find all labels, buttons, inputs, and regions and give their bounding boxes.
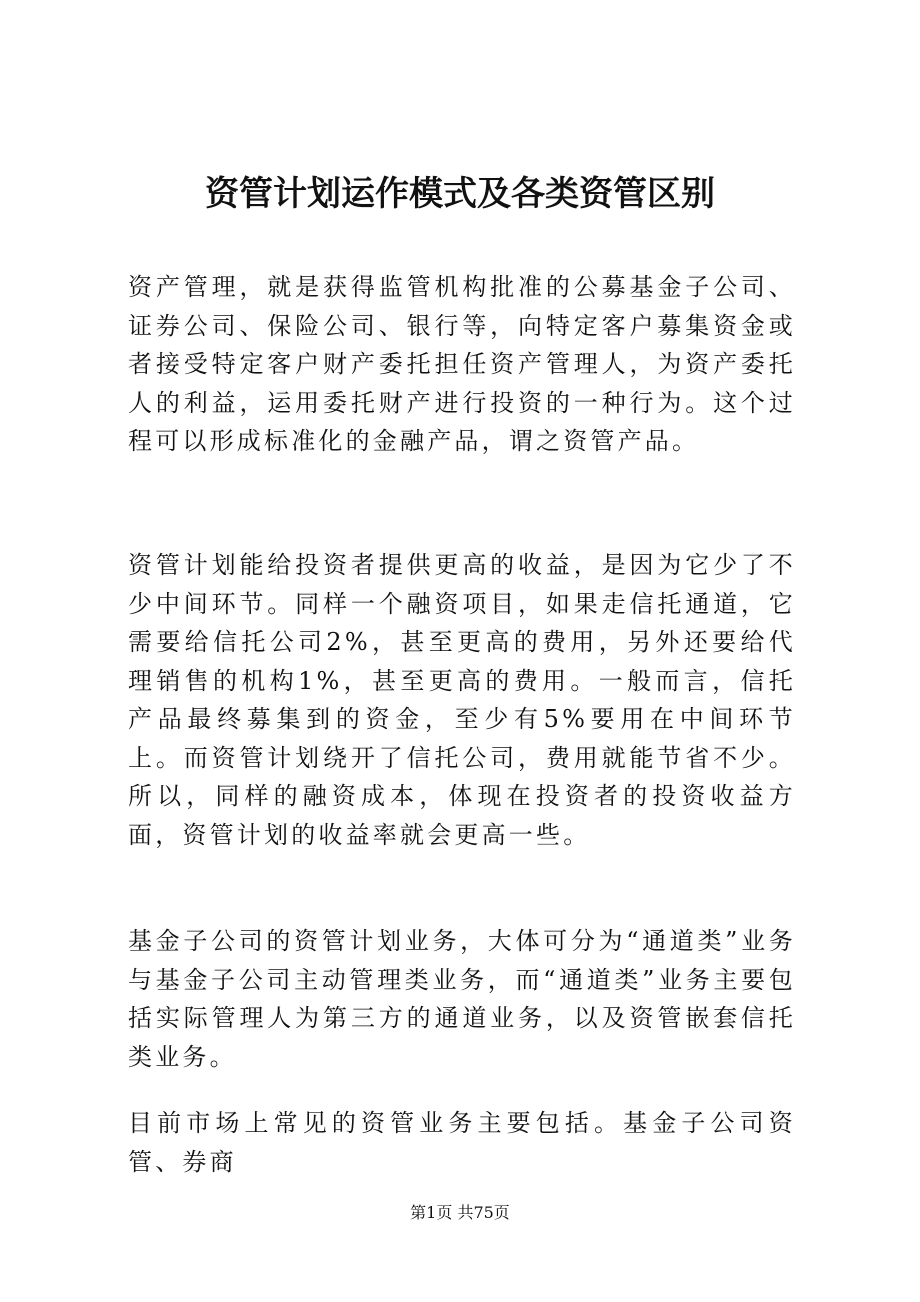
paragraph-3: 基金子公司的资管计划业务，大体可分为“通道类”业务与基金子公司主动管理类业务，而“通道类”业务主要包括实际管理人为第三方的通道业务，以及资管嵌套信托类业务。 [128, 927, 796, 1071]
page-footer: 第1页 共75页 [410, 1203, 510, 1222]
paragraph-4: 目前市场上常见的资管业务主要包括。基金子公司资管、券商 [128, 1109, 796, 1176]
document-title: 资管计划运作模式及各类资管区别 [205, 174, 715, 214]
paragraph-1: 资产管理，就是获得监管机构批准的公募基金子公司、证券公司、保险公司、银行等，向特定客户募集资金或者接受特定客户财产委托担任资产管理人，为资产委托人的利益，运用委托财产进行投资的一种行为。这个过程可以形成标准化的金融产品，谓之资管产品。 [128, 273, 796, 455]
paragraph-2: 资管计划能给投资者提供更高的收益，是因为它少了不少中间环节。同样一个融资项目，如果走信托通道，它需要给信托公司2%，甚至更高的费用，另外还要给代理销售的机构1%，甚至更高的费用。一般而言，信托产品最终募集到的资金，至少有5%要用在中间环节上。而资管计划绕开了信托公司，费用就能节省不少。所以，同样的融资成本，体现在投资者的投资收益方面，资管计划的收益率就会更高一些。 [128, 551, 796, 849]
